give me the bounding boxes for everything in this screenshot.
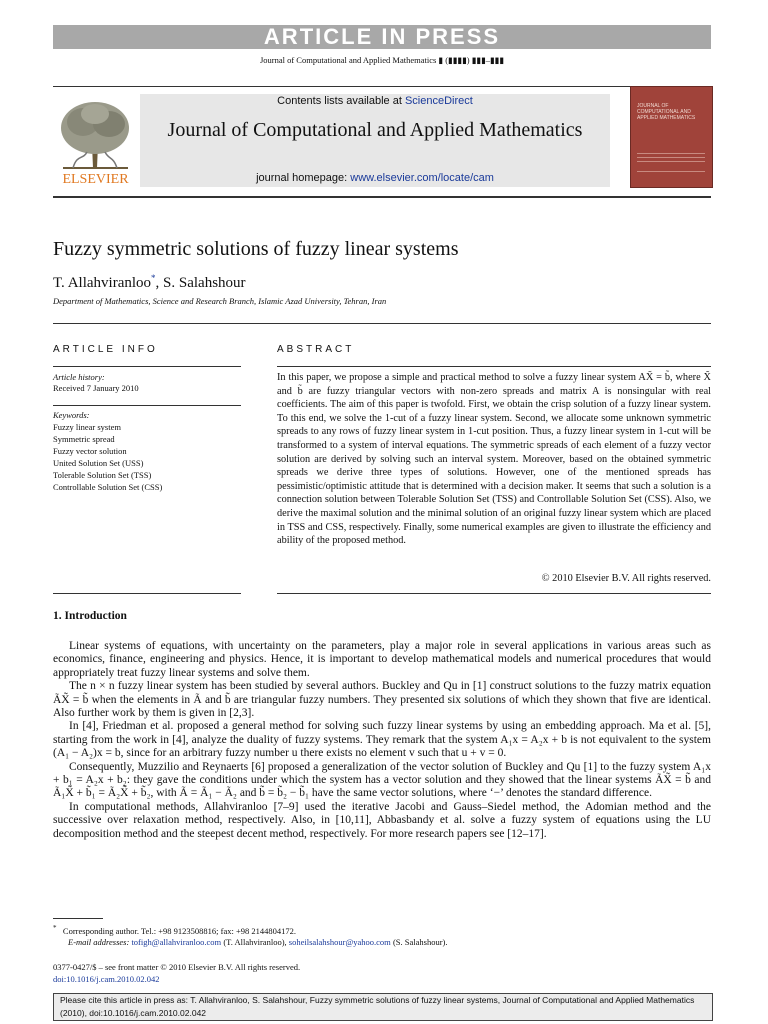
authors: [53, 273, 246, 292]
paragraph: In computational methods, Allahviranloo [7–9] used the iterative Jacobi and Gauss–Siedel method, the Adomian method and the successive over relaxation method, respectively. Also, in [10,11], Abbasbandy et al. solve a fuzzy system of equations using the LU decomposition method and the steepest decent method, respectively. For more research papers see [12–17].: [53, 800, 711, 840]
paragraph: The n × n fuzzy linear system has been studied by several authors. Buckley and Qu in [1] construct solutions to the fuzzy matrix equation ÃX̃ = b̃ when the elements in Ã and b̃ are triangular fuzzy numbers. They presented six solutions of which they shown that five are identical. Also further work by them is given in [2,3].: [53, 680, 711, 720]
article-title: Fuzzy symmetric solutions of fuzzy linear systems: [53, 238, 459, 260]
author-2: S. Salahshour: [163, 275, 246, 291]
cover-title: JOURNAL OF COMPUTATIONAL AND APPLIED MATHEMATICS: [637, 103, 696, 121]
header-top-rule: [53, 86, 711, 87]
author-1: T. Allahviranloo: [53, 275, 152, 291]
publisher-name: ELSEVIER: [62, 172, 129, 187]
keywords-label: Keywords:: [53, 410, 90, 420]
cover-line: [637, 171, 705, 172]
contents-available: [140, 95, 610, 107]
email-label: E-mail addresses:: [68, 937, 130, 947]
doi-link[interactable]: doi:10.1016/j.cam.2010.02.042: [53, 974, 160, 984]
journal-homepage: [140, 172, 610, 184]
abstract-rule: [277, 366, 711, 367]
paragraph: Consequently, Muzzilio and Reynaerts [6] proposed a generalization of the vector solution of Buckley and Qu [1] to the fuzzy system A₁x + b₁ = A₂x + b₂: they gave the conditions under which the system has a vector solution and they showed that the linear systems ÃX̃ = b̃ and Ã₁X̃ + b̃₁ = Ã₂X̃ + b̃₂, with Ã = Ã₁ − Ã₂ and b̃ = b̃₂ − b̃₁ have the same vector solutions, where ‘−’ denotes the standard difference.: [53, 760, 711, 800]
keyword: Fuzzy linear system: [53, 422, 121, 432]
corresponding-author-mark[interactable]: *: [151, 273, 156, 283]
keywords-list: [53, 421, 162, 493]
article-info-bottom-rule: [53, 593, 241, 594]
email-link-2[interactable]: soheilsalahshour@yahoo.com: [288, 937, 391, 947]
citation-box: Please cite this article in press as: T. Allahviranloo, S. Salahshour, Fuzzy symmetric solutions of fuzzy linear systems, Journal of Computational and Applied Mathematics (2010), doi:10.1016/j.cam.2010.02.042: [53, 993, 713, 1021]
email-owner-1: (T. Allahviranloo),: [221, 937, 289, 947]
cover-line: [637, 161, 705, 162]
keyword: Tolerable Solution Set (TSS): [53, 470, 152, 480]
article-info-heading: ARTICLE INFO: [53, 344, 158, 355]
paragraph: Linear systems of equations, with uncertainty on the parameters, play a major role in several applications in various areas such as economics, finance, engineering and physics. Hence, it is important to develop mathematical models and numerical procedures that would appropriately treat fuzzy linear systems and solve them.: [53, 640, 711, 679]
footnote-mark: *: [53, 924, 57, 932]
journal-cover-thumbnail: [630, 86, 713, 188]
affiliation: Department of Mathematics, Science and Research Branch, Islamic Azad University, Tehran, Iran: [53, 296, 387, 306]
front-matter: 0377-0427/$ – see front matter © 2010 Elsevier B.V. All rights reserved.: [53, 962, 301, 972]
received-date: Received 7 January 2010: [53, 383, 139, 393]
homepage-prefix: journal homepage:: [256, 172, 351, 184]
article-in-press-banner: ARTICLE IN PRESS: [53, 25, 711, 49]
email-footnote: [68, 937, 447, 947]
history-rule: [53, 405, 241, 406]
journal-reference: Journal of Computational and Applied Mathematics ▮ (▮▮▮▮) ▮▮▮–▮▮▮: [259, 55, 505, 65]
keyword: Fuzzy vector solution: [53, 446, 127, 456]
abstract-text: In this paper, we propose a simple and practical method to solve a fuzzy linear system AX̃ = b̃, where X̃ and b̃ are fuzzy triangular vectors with non-zero spreads and matrix A is nonsingular with real coefficients. The aim of this paper is twofold. First, we obtain the crisp solution of a fuzzy linear system. To this end, we solve the 1-cut of a fuzzy linear system. Second, we allocate some unknown symmetric spreads to any rows of fuzzy linear system in 1-cut position. Thus, a fuzzy linear system in 1-cut will be transformed to a system of interval equations. The symmetric spreads of each element of a fuzzy vector solution are derived by solving such an interval system. Moreover, based on the obtained symmetric spreads we derive three types of solutions. However, one of the mentioned spreads has pessimistic/optimistic attitude that is determined with a decision maker. It seems that such a solution is a connection solution between Tolerable Solution Set (TSS) and Controllable Solution Set (CSS). Also, we derive the maximal solution and the minimal solution of an original fuzzy linear system which are placed in TSS and CSS, respectively. Finally, some numerical examples are given to illustrate the efficiency and ability of the proposed method.: [277, 372, 711, 547]
abstract-copyright: © 2010 Elsevier B.V. All rights reserved.: [541, 573, 711, 584]
author-separator: ,: [155, 275, 164, 291]
cover-line: [637, 157, 705, 158]
email-owner-2: (S. Salahshour).: [390, 937, 448, 947]
article-info-rule: [53, 366, 241, 367]
introduction-body: [53, 640, 711, 841]
keyword: Controllable Solution Set (CSS): [53, 482, 163, 492]
paragraph: In [4], Friedman et al. proposed a general method for solving such fuzzy linear systems by using an embedding approach. Ma et al. [5], starting from the work in [4], analyze the duality of fuzzy systems. They remark that the system A₁x = A₂x + b is not equivalent to the system (A₁ − A₂)x = b, since for an arbitrary fuzzy number u there exists no element v such that u + v = 0.: [53, 720, 711, 760]
footnote-text: Corresponding author. Tel.: +98 9123508816; fax: +98 2144804172.: [62, 925, 297, 936]
homepage-link[interactable]: www.elsevier.com/locate/cam: [350, 172, 494, 184]
header-bottom-rule: [53, 196, 711, 198]
abstract-bottom-rule: [277, 593, 711, 594]
footnote-rule: [53, 918, 103, 919]
keyword: United Solution Set (USS): [53, 458, 144, 468]
cover-line: [637, 153, 705, 154]
email-link-1[interactable]: tofigh@allahviranloo.com: [131, 937, 222, 947]
journal-title: Journal of Computational and Applied Mathematics: [167, 119, 583, 141]
contents-prefix: Contents lists available at: [277, 95, 405, 107]
history-label: Article history:: [53, 372, 105, 382]
introduction-heading: 1. Introduction: [53, 610, 127, 622]
corresponding-author-footnote: [53, 924, 296, 936]
title-rule: [53, 323, 711, 324]
abstract-heading: ABSTRACT: [277, 344, 355, 355]
elsevier-logo: [53, 94, 138, 187]
sciencedirect-link[interactable]: ScienceDirect: [404, 95, 473, 107]
keyword: Symmetric spread: [53, 434, 115, 444]
